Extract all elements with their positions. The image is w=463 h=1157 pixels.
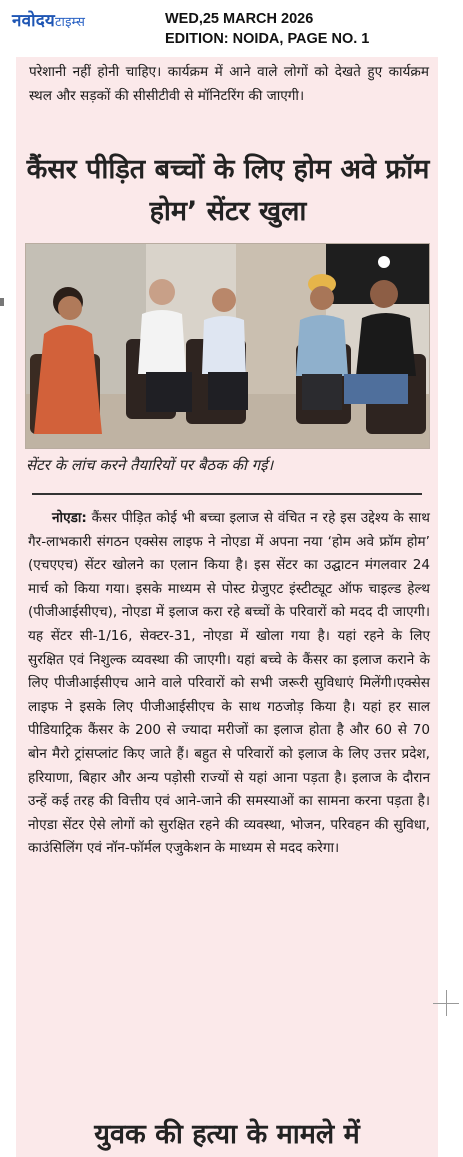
logo-sub-text: टाइम्स (54, 15, 86, 30)
meeting-photo-illustration (26, 244, 429, 448)
caption-divider (32, 493, 422, 495)
article-headline: कैंसर पीड़ित बच्चों के लिए होम अवे फ्रॉम होम’ सेंटर खुला (26, 154, 430, 227)
article-photo (25, 243, 430, 449)
edition-meta (165, 9, 369, 49)
crop-mark-horizontal (433, 1003, 459, 1004)
photo-caption: सेंटर के लांच करने तैयारियों पर बैठक की गई। (26, 456, 274, 474)
logo-main-text: नवोदय (12, 11, 55, 31)
edition-page: EDITION: NOIDA, PAGE NO. 1 (165, 31, 370, 47)
page-header (0, 0, 463, 56)
article-dateline: नोएडा: (52, 510, 87, 526)
article-text: कैंसर पीड़ित कोई भी बच्चा इलाज से वंचित न रहे इस उद्देश्य के साथ गैर-लाभकारी संगठन एक्सेस लाइफ ने नोएडा में अपना नया ‘होम अवे फ्रॉम होम’ (एचएएच) सेंटर खोलने का एलान किया है। इस सेंटर का उद्घाटन मंगलवार 24 मार्च को किया गया। इसके माध्यम से पोस्ट ग्रेजुएट इंस्टीट्यूट ऑफ चाइल्ड हेल्थ (पीजीआईसीएच), नोएडा में इलाज करा रहे बच्चों के परिवारों को मदद दी जाएगी। यह सेंटर सी-1/16, सेक्टर-31, नोएडा में खोला गया है। यहां रहने के लिए सुरक्षित एवं निशुल्क व्यवस्था की जाएगी। यहां बच्चे के कैंसर का इलाज कराने के लिए पीजीआईसीएच आने वाले परिवारों को सभी जरूरी सुविधाएं मिलेंगी।एक्सेस लाइफ ने इसके लिए पीजीआईसीएच के साथ गठजोड़ किया है। यहां हर साल पीडियाट्रिक कैंसर के 200 से ज्यादा मरीजों का इलाज होता है और 60 से 70 बोन मैरो ट्रांसप्लांट किए जाते हैं। बहुत से परिवारों को इलाज के लिए उत्तर प्रदेश, हरियाणा, बिहार और अन्य पड़ोसी राज्यों से यहां आना पड़ता है। इलाज के दौरान उन्हें कई तरह की वित्तीय एवं आने-जाने की समस्याओं का सामना करना पड़ता है। नोएडा सेंटर ऐसे लोगों को सुरक्षित रहने की व्यवस्था, भोजन, परिवहन की सुविधा, काउंसिलिंग एवं नॉन-फॉर्मल एजुकेशन के माध्यम से मदद करेगा। (28, 510, 430, 857)
margin-tick-mark (0, 298, 4, 306)
next-article-headline: युवक की हत्या के मामले में (94, 1119, 360, 1150)
newspaper-logo[interactable] (12, 8, 85, 31)
news-clipping (16, 57, 438, 1157)
edition-date: WED,25 MARCH 2026 (165, 11, 314, 27)
previous-article-fragment: परेशानी नहीं होनी चाहिए। कार्यक्रम में आने वाले लोगों को देखते हुए कार्यक्रम स्थल और सड़कों की सीसीटीवी से मॉनिटरिंग की जाएगी। (29, 64, 429, 104)
article-body (28, 507, 430, 861)
